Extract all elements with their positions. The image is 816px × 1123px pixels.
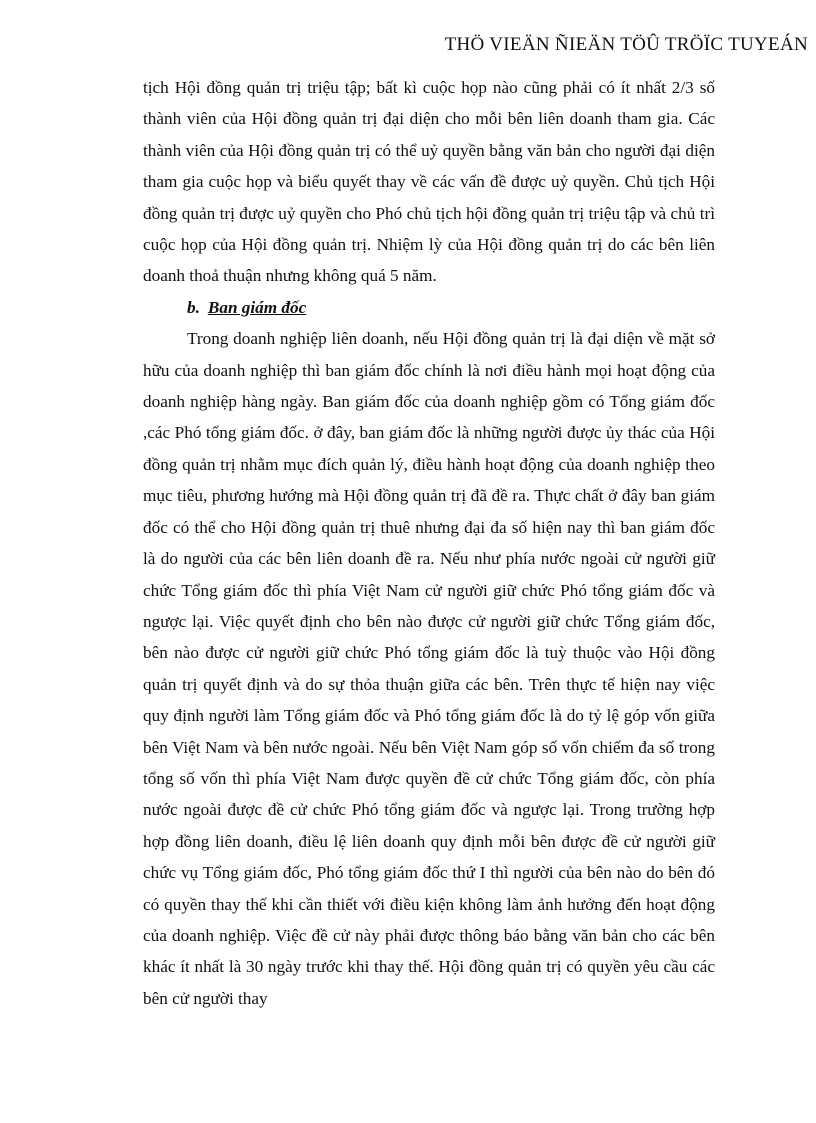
paragraph-board-of-directors: Trong doanh nghiệp liên doanh, nếu Hội đồng quản trị là đại diện về mặt sở hữu của doanh nghiệp thì ban giám đốc chính là nơi điều hành mọi hoạt động của doanh nghiệp hàng ngày. Ban giám đốc của doanh nghiệp gồm có Tổng giám đốc ,các Phó tổng giám đốc. ở đây, ban giám đốc là những người được ủy thác của Hội đồng quản trị nhằm mục đích quản lý, điều hành hoạt động của doanh nghiệp theo mục tiêu, phương hướng mà Hội đồng quản trị đã đề ra. Thực chất ở đây ban giám đốc có thể cho Hội đồng quản trị thuê nhưng đại đa số hiện nay thì ban giám đốc là do người của các bên liên doanh đề ra. Nếu như phía nước ngoài cử người giữ chức Tổng giám đốc thì phía Việt Nam cử người giữ chức Phó tổng giám đốc và ngược lại. Việc quyết định cho bên nào được cử người giữ chức Tổng giám đốc, bên nào được cử người giữ chức Phó tổng giám đốc là tuỳ thuộc vào Hội đồng quản trị quyết định và do sự thỏa thuận giữa các bên. Trên thực tế hiện nay việc quy định người làm Tổng giám đốc và Phó tổng giám đốc là do tỷ lệ góp vốn giữa bên Việt Nam và bên nước ngoài. Nếu bên Việt Nam góp số vốn chiếm đa số trong tổng số vốn thì phía Việt Nam được quyền đề cử chức Tổng giám đốc, còn phía nước ngoài được đề cử chức Phó tổng giám đốc và ngược lại. Trong trường hợp hợp đồng liên doanh, điều lệ liên doanh quy định mỗi bên được đề cử người giữ chức vụ Tổng giám đốc, Phó tổng giám đốc thứ I thì người của bên nào do bên đó có quyền thay thế khi cần thiết với điều kiện không làm ảnh hưởng đến hoạt động của doanh nghiệp. Việc đề cử này phải được thông báo bằng văn bản cho các bên khác ít nhất là 30 ngày trước khi thay thế. Hội đồng quản trị có quyền yêu cầu các bên cử người thay	[143, 329, 715, 1008]
section-label: b.	[187, 297, 200, 317]
section-heading	[143, 292, 715, 323]
page-header: THÖ VIEÄN ÑIEÄN TÖÛ TRÖÏC TUYEÁN	[444, 34, 808, 55]
section-title: Ban giám đốc	[207, 297, 307, 317]
paragraph-board-meetings: tịch Hội đồng quản trị triệu tập; bất kì cuộc họp nào cũng phải có ít nhất 2/3 số thành viên của Hội đồng quản trị đại diện cho mỗi bên liên doanh tham gia. Các thành viên của Hội đồng quản trị có thể uỷ quyền bằng văn bản cho người đại diện tham gia cuộc họp và biểu quyết thay về các vấn đề được uỷ quyền. Chủ tịch Hội đồng quản trị được uỷ quyền cho Phó chủ tịch hội đồng quản trị triệu tập và chủ trì cuộc họp của Hội đồng quản trị. Nhiệm lỳ của Hội đồng quản trị do các bên liên doanh thoả thuận nhưng không quá 5 năm.	[143, 78, 715, 286]
document-body	[143, 72, 715, 1014]
